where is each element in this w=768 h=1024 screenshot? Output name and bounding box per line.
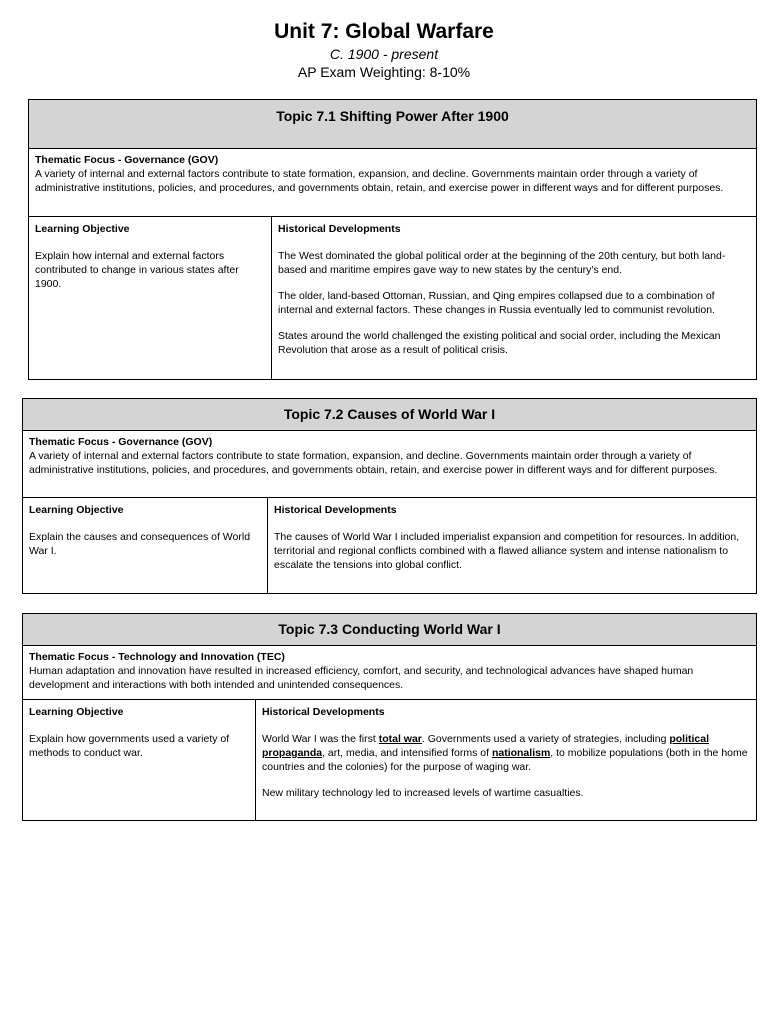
historical-developments-label: Historical Developments (278, 223, 401, 235)
topic-title: Topic 7.3 Conducting World War I (23, 614, 756, 646)
historical-developments-cell (272, 217, 756, 379)
development-paragraph: The West dominated the global political order at the beginning of the 20th century, but both land-based and maritime empires gave way to new states by the century's end. (278, 250, 726, 276)
learning-objective-cell (29, 217, 272, 379)
learning-objective-label: Learning Objective (29, 504, 124, 516)
topic-title: Topic 7.1 Shifting Power After 1900 (29, 100, 756, 149)
text-run: , to mobilize populations (both in the home countries and the colonies) for the purpose of waging war. (262, 747, 748, 773)
learning-objective-text: Explain how internal and external factors contributed to change in various states after 1900. (35, 250, 239, 290)
topic-7-1-table (28, 99, 757, 380)
thematic-focus-text: A variety of internal and external factors contribute to state formation, expansion, and decline. Governments maintain order through a variety of administrative institutions, policies, and procedures, and governments obtain, retain, and exercise power in different ways and for different purposes. (35, 168, 724, 194)
historical-developments-label: Historical Developments (274, 504, 397, 516)
development-paragraph: States around the world challenged the existing political and social order, including the Mexican Revolution that arose as a result of political crisis. (278, 330, 721, 356)
exam-weighting: AP Exam Weighting: 8-10% (297, 64, 471, 80)
development-paragraph: New military technology led to increased levels of wartime casualties. (262, 787, 584, 799)
topic-7-2-table (22, 398, 757, 594)
learning-objective-cell (23, 700, 256, 820)
text-run: World War I was the first (262, 733, 379, 745)
topic-columns (23, 700, 756, 820)
key-term-nationalism: nationalism (491, 747, 551, 759)
topic-columns (23, 498, 756, 593)
historical-developments-label: Historical Developments (262, 706, 385, 718)
topic-7-3-table (22, 613, 757, 821)
thematic-focus (23, 431, 756, 498)
key-term-total-war: total war (378, 733, 422, 745)
text-run: , art, media, and intensified forms of (322, 747, 492, 759)
time-period: C. 1900 - present (329, 46, 439, 62)
thematic-focus-text: A variety of internal and external factors contribute to state formation, expansion, and decline. Governments maintain order through a variety of administrative institutions, policies, and procedures, and governments obtain, retain, and exercise power in different ways and for different purposes. (29, 450, 718, 476)
development-paragraph (262, 732, 750, 774)
thematic-focus (23, 646, 756, 700)
learning-objective-text: Explain how governments used a variety of methods to conduct war. (29, 733, 230, 759)
learning-objective-label: Learning Objective (29, 706, 124, 718)
text-run: . Governments used a variety of strategies, including (421, 733, 670, 745)
learning-objective-text: Explain the causes and consequences of World War I. (29, 531, 251, 557)
historical-developments-cell (268, 498, 756, 593)
topic-title: Topic 7.2 Causes of World War I (23, 399, 756, 431)
learning-objective-label: Learning Objective (35, 223, 130, 235)
learning-objective-cell (23, 498, 268, 593)
key-term-political-propaganda: political propaganda (262, 733, 710, 759)
page-header (0, 18, 768, 81)
topic-columns (29, 217, 756, 379)
thematic-focus-title: Thematic Focus - Technology and Innovation (TEC) (29, 651, 285, 663)
thematic-focus-title: Thematic Focus - Governance (GOV) (35, 154, 219, 166)
development-paragraph: The older, land-based Ottoman, Russian, and Qing empires collapsed due to a combination of internal and external factors. These changes in Russia eventually led to communist revolution. (278, 290, 715, 316)
development-paragraph: The causes of World War I included imperialist expansion and competition for resources. In addition, territorial and regional conflicts combined with a flawed alliance system and intense nationalism to escalate the tensions into global conflict. (274, 531, 740, 571)
thematic-focus-text: Human adaptation and innovation have resulted in increased efficiency, comfort, and security, and technological advances have shaped human development and interactions with both intended and unintended consequences. (29, 665, 694, 691)
historical-developments-cell (256, 700, 756, 820)
thematic-focus (29, 149, 756, 217)
page-title: Unit 7: Global Warfare (274, 20, 494, 43)
thematic-focus-title: Thematic Focus - Governance (GOV) (29, 436, 213, 448)
